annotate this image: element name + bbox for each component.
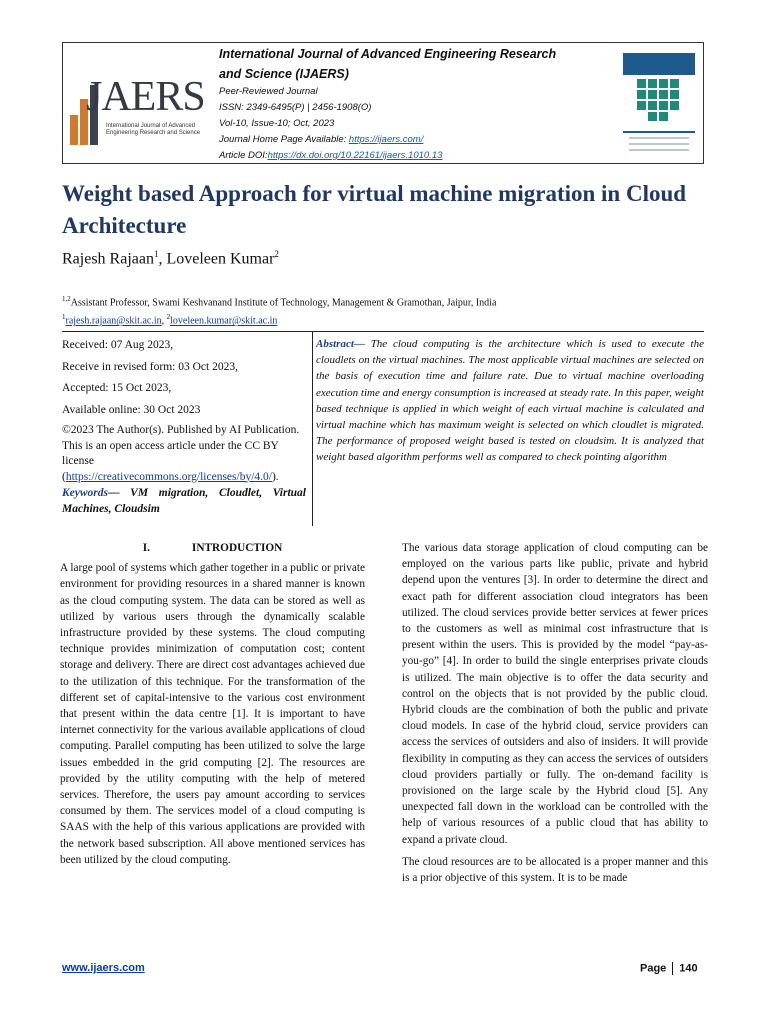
doi-line: Article DOI:https://dx.doi.org/10.22161/ijaers.1010.13: [219, 150, 443, 161]
journal-cover-image: [619, 49, 699, 159]
logo-text: JAERS: [86, 74, 205, 120]
email-link[interactable]: loveleen.kumar@skit.ac.in: [170, 315, 278, 327]
homepage-line: Journal Home Page Available: https://ijaers.com/: [219, 134, 424, 145]
article-info-box: [62, 331, 704, 528]
license-link[interactable]: https://creativecommons.org/licenses/by/4.0/: [65, 470, 272, 483]
journal-title: International Journal of Advanced Engineering Research and Science (IJAERS): [219, 47, 557, 81]
footer-website-link[interactable]: www.ijaers.com: [62, 962, 145, 974]
doi-link[interactable]: https://dx.doi.org/10.22161/ijaers.1010.13: [267, 150, 443, 161]
body-paragraph: The cloud resources are to be allocated is a proper manner and this is a prior objective of this system. It is to be made: [402, 855, 708, 885]
journal-logo: [66, 65, 204, 145]
left-column: [60, 540, 365, 874]
online-date: Available online: 30 Oct 2023: [62, 403, 201, 416]
abstract-label: Abstract: [316, 338, 354, 350]
article-dates: [62, 335, 306, 517]
accepted-date: Accepted: 15 Oct 2023,: [62, 382, 172, 394]
peer-reviewed-label: Peer-Reviewed Journal: [219, 86, 318, 97]
journal-header: [62, 42, 704, 164]
issn: ISSN: 2349-6495(P) | 2456-1908(O): [219, 102, 372, 113]
author-name: Rajesh Rajaan: [62, 250, 154, 268]
body-paragraph: The various data storage application of cloud computing can be employed on the various parts like public, private and hybrid depend upon the ventures [3]. In order to determine the direct and exact path for different association cloud integrators has been utilized. The cloud services provide better services at fewer prices to the customers as well as minimal cost infrastructure that is present within the users. This is provided by the model “pay-as-you-go” [4]. In order to build the single enterprises private clouds is utilized. The main objective is to offer the data security and control on the objects that is not provided by the public cloud. Hybrid clouds are the combination of both the public and private cloud models. In case of the hybrid cloud, service providers can access the services of outsiders and also of insiders. It will provide flexibility in computing as they can access the services of outsiders cloud providers partially or fully. The on-demand facility is provisioned on the large scale by the Hybrid cloud [5]. Any unexpected fall down in the workload can be controlled with the help of various resources of a public cloud that has ability to expand a private cloud.: [402, 542, 708, 846]
email-link[interactable]: rajesh.rajaan@skit.ac.in: [65, 315, 162, 327]
keywords: Keywords— VM migration, Cloudlet, Virtual Machines, Cloudsim: [62, 487, 306, 515]
authors: Rajesh Rajaan$^1$, Loveleen Kumar$^2$: [62, 249, 279, 268]
paper-title: Weight based Approach for virtual machine migration in Cloud Architecture: [62, 181, 687, 238]
affiliation-block: $^{1,2}$Assistant Professor, Swami Keshvanand Institute of Technology, Management & Gramothan, Jaipur, India $^1$rajesh.rajaan@skit.ac.in, $^2$loveleen.kumar@skit.ac.in: [62, 295, 497, 327]
journal-info: [219, 44, 599, 164]
author-name: Loveleen Kumar: [166, 250, 275, 268]
section-heading: I. INTRODUCTION: [142, 542, 283, 554]
received-date: Received: 07 Aug 2023,: [62, 339, 174, 351]
right-column: [402, 540, 708, 892]
affiliation-text: Assistant Professor, Swami Keshvanand Institute of Technology, Management & Gramothan, Jaipur, India: [70, 297, 497, 309]
abstract-text: The cloud computing is the architecture which is used to execute the cloudlets on the virtual machines. The most applicable virtual machines are selected on the basis of execution time and failure rate. Due to virtual machine overloading execution time and energy consumption is increased at steady rate. In this paper, weight based technique is applied in which weight of each virtual machine is calculated and virtual machine which has maximum weight is selected on which cloudlet is migrated. The performance of proposed weight based is tested on cloudsim. It is analyzed that weight based algorithm performs well as compared to check pointing algorithm: [316, 338, 704, 464]
homepage-link[interactable]: https://ijaers.com/: [348, 134, 424, 145]
column-divider: [312, 332, 313, 526]
page-number: Page 140: [640, 962, 698, 975]
volume-issue: Vol-10, Issue-10; Oct, 2023: [219, 118, 335, 129]
license-text: ©2023 The Author(s). Published by AI Publication. This is an open access article under the CC BY license (https://creativecommons.org/licenses/by/4.0/).: [62, 424, 300, 483]
body-paragraph: A large pool of systems which gather together in a public or private environment for providing resources in a shared manner is known as the cloud computing system. The data can be stored as well as utilized by various users through the dynamically scalable infrastructure provided by these systems. The cloud computing technique provides minimization of computation cost; content storage and delivery. There are direct cost advantages achieved due to the utilization of this technique. For the transformation of the different set of capital-intensive to the various cost environment that present within the data centre [1]. It is important to have internet connectivity for the various available applications of cloud computing. Parallel computing has been utilized to solve the large issues embedded in the grid computing [2]. The resources are provided by the utility computing with the help of metered services. Therefore, the users pay amount according to services consumed by them. The services model of a cloud computing is SAAS with the help of this various applications are provided with the network based subscription. All above mentioned services has been utilized by the cloud computing.: [60, 562, 365, 866]
logo-subtitle: International Journal of Advanced Engineering Research and Science: [106, 123, 201, 136]
revised-date: Receive in revised form: 03 Oct 2023,: [62, 360, 238, 373]
abstract: Abstract— The cloud computing is the architecture which is used to execute the cloudlets on the virtual machines. The most applicable virtual machines are selected on the basis of execution time and failure rate. Due to virtual machine overloading execution time and energy consumption is increased at steady rate. In this paper, weight based technique is applied in which weight of each virtual machine is calculated and virtual machine which has maximum weight is selected on which cloudlet is migrated. The performance of proposed weight based is tested on cloudsim. It is analyzed that weight based algorithm performs well as compared to check pointing algorithm: [316, 338, 704, 464]
